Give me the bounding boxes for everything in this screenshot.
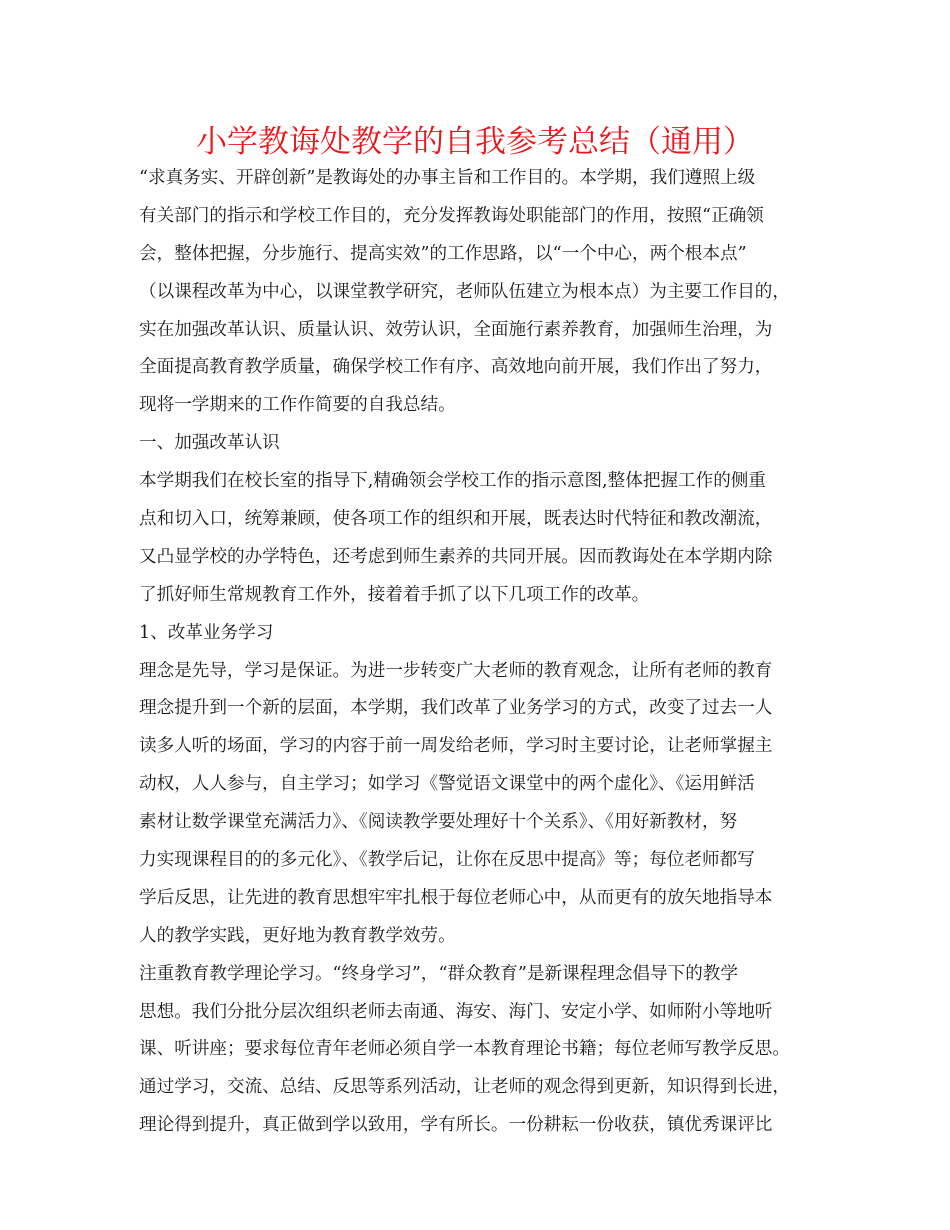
- text-line: 课、听讲座；要求每位青年老师必须自学一本教育理论书籍；每位老师写教学反思。: [139, 1039, 790, 1060]
- text-line: 会，整体把握，分步施行、提高实效”的工作思路，以“一个中心，两个根本点”: [139, 243, 747, 264]
- text-line: 读多人听的场面，学习的内容于前一周发给老师，学习时主要讨论，让老师掌握主: [139, 736, 773, 757]
- text-line: 又凸显学校的办学特色，还考虑到师生素养的共同开展。因而教诲处在本学期内除: [139, 546, 773, 567]
- document-body: [139, 160, 819, 1145]
- text-line: （以课程改革为中心，以课堂教学研究，老师队伍建立为根本点）为主要工作目的，: [139, 281, 790, 302]
- text-line: 通过学习，交流、总结、反思等系列活动，让老师的观念得到更新，知识得到长进，: [139, 1077, 790, 1098]
- text-line: 动权，人人参与，自主学习；如学习《警觉语文课堂中的两个虚化》、《运用鲜活: [139, 774, 755, 795]
- text-line: 全面提高教育教学质量，确保学校工作有序、高效地向前开展，我们作出了努力，: [139, 357, 773, 378]
- text-line: 理念提升到一个新的层面，本学期，我们改革了业务学习的方式，改变了过去一人: [139, 698, 773, 719]
- text-line: 理念是先导，学习是保证。为进一步转变广大老师的教育观念，让所有老师的教育: [139, 660, 773, 681]
- text-line: 现将一学期来的工作作简要的自我总结。: [139, 395, 456, 416]
- text-line: 实在加强改革认识、质量认识、效劳认识，全面施行素养教育，加强师生治理，为: [139, 319, 773, 340]
- text-line: 本学期我们在校长室的指导下,精确领会学校工作的指示意图,整体把握工作的侧重: [139, 471, 766, 492]
- text-line: 人的教学实践，更好地为教育教学效劳。: [139, 925, 456, 946]
- text-line: 注重教育教学理论学习。“终身学习”，“群众教育”是新课程理念倡导下的教学: [139, 963, 738, 984]
- document-title: 小学教诲处教学的自我参考总结（通用）: [196, 124, 754, 160]
- text-line: 了抓好师生常规教育工作外，接着着手抓了以下几项工作的改革。: [139, 584, 650, 605]
- text-line: 一、加强改革认识: [139, 433, 280, 454]
- text-line: 思想。我们分批分层次组织老师去南通、海安、海门、安定小学、如师附小等地听: [139, 1001, 773, 1022]
- text-line: 力实现课程目的的多元化》、《教学后记，让你在反思中提高》等；每位老师都写: [139, 850, 755, 871]
- text-line: 理论得到提升，真正做到学以致用，学有所长。一份耕耘一份收获，镇优秀课评比: [139, 1115, 773, 1136]
- text-line: 点和切入口，统筹兼顾，使各项工作的组织和开展，既表达时代特征和教改潮流，: [139, 509, 773, 530]
- text-line: 素材让数学课堂充满活力》、《阅读教学要处理好十个关系》、《用好新教材，努: [139, 812, 738, 833]
- text-line: 有关部门的指示和学校工作目的，充分发挥教诲处职能部门的作用，按照“正确领: [139, 205, 764, 226]
- text-line: 学后反思，让先进的教育思想牢牢扎根于每位老师心中，从而更有的放矢地指导本: [139, 887, 773, 908]
- text-line: “求真务实、开辟创新”是教诲处的办事主旨和工作目的。本学期，我们遵照上级: [139, 168, 756, 188]
- text-line: 1、改革业务学习: [139, 622, 274, 643]
